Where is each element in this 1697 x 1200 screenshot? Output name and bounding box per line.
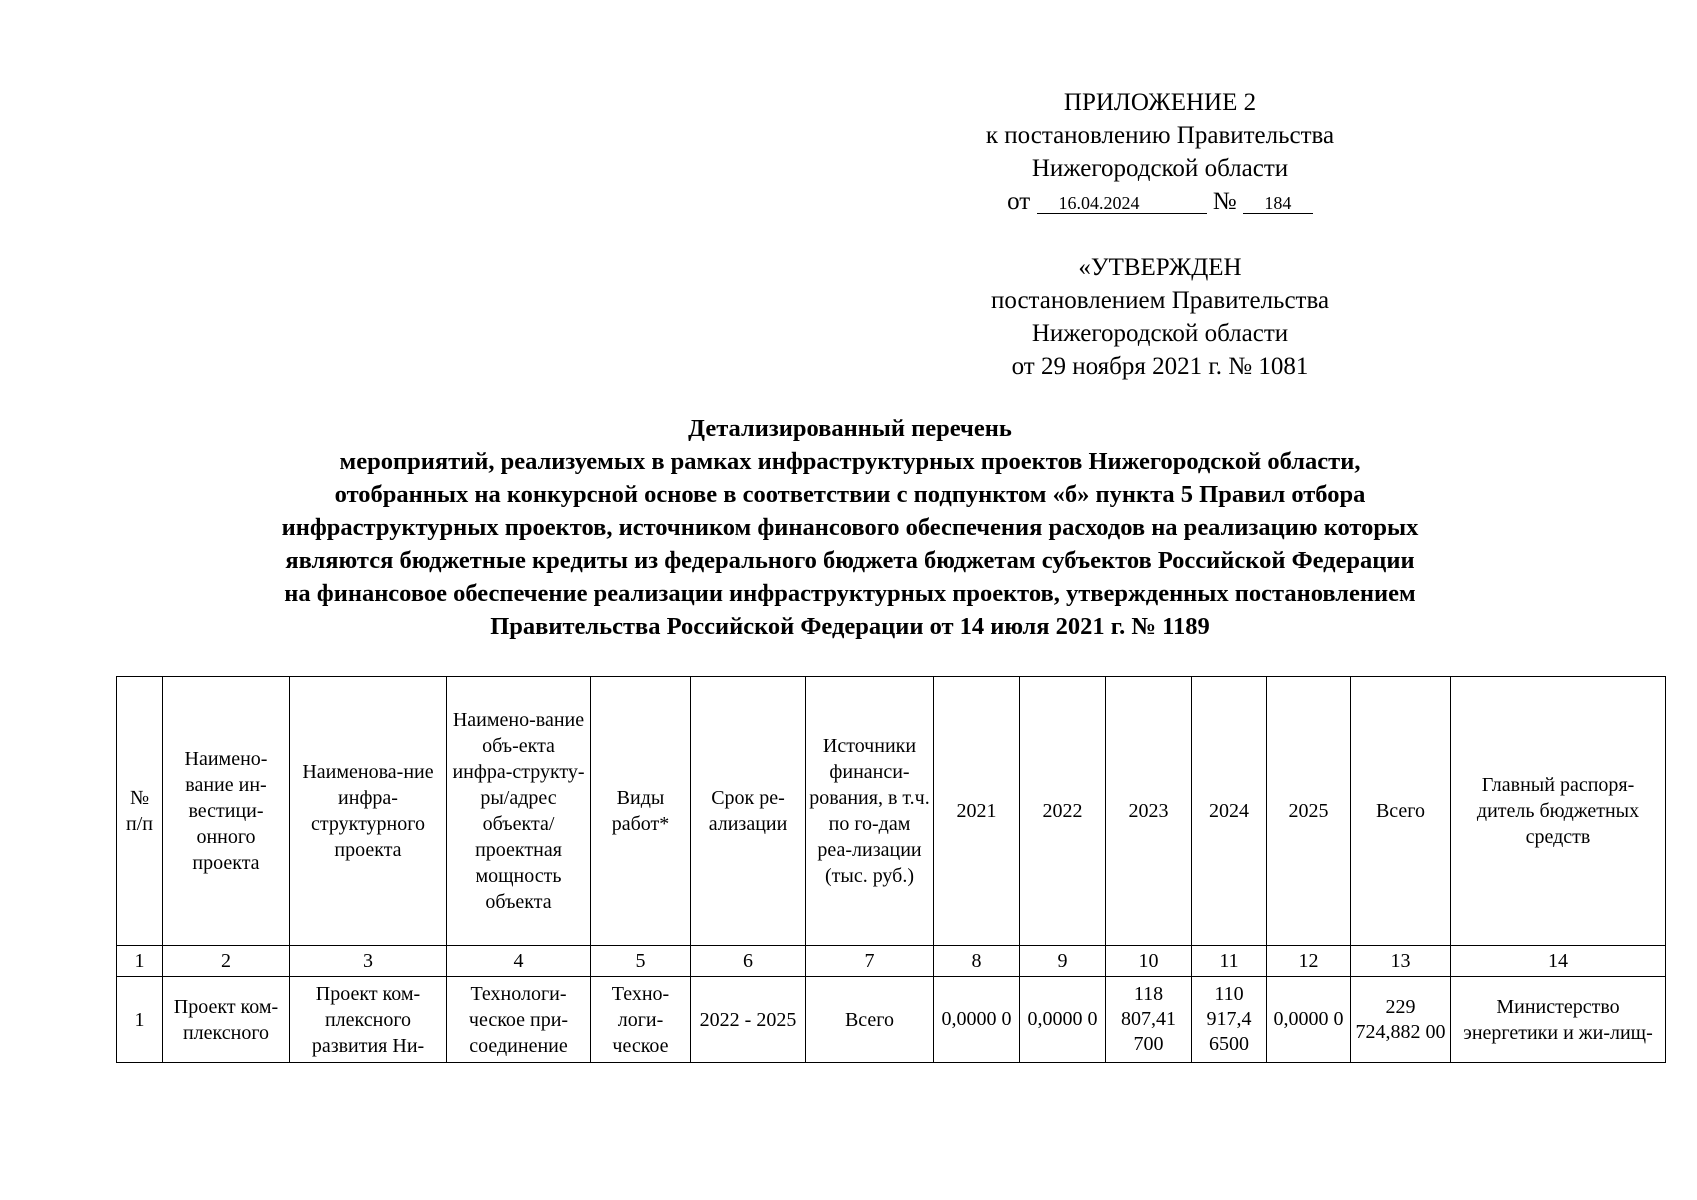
header-cell: 2024 bbox=[1192, 677, 1267, 946]
approved-line-1: «УТВЕРЖДЕН bbox=[1078, 254, 1242, 281]
number-field: 184 bbox=[1243, 193, 1313, 214]
from-label: от bbox=[1007, 188, 1031, 215]
approved-line-4: от 29 ноября 2021 г. № 1081 bbox=[1011, 353, 1309, 380]
table-cell: 229 724,882 00 bbox=[1351, 977, 1451, 1063]
table-cell: Проект ком-плексного bbox=[163, 977, 290, 1063]
measures-table bbox=[116, 676, 1666, 1063]
table-cell: Техно-логи-ческое bbox=[591, 977, 691, 1063]
table-cell: Технологи-ческое при-соединение bbox=[447, 977, 591, 1063]
table-cell: 110 917,4 6500 bbox=[1192, 977, 1267, 1063]
column-number-cell: 13 bbox=[1351, 946, 1451, 977]
table-cell: 118 807,41 700 bbox=[1106, 977, 1192, 1063]
column-number-cell: 8 bbox=[934, 946, 1020, 977]
date-field: 16.04.2024 bbox=[1037, 193, 1207, 214]
title-line: Детализированный перечень bbox=[688, 415, 1012, 442]
title-line: отобранных на конкурсной основе в соответствии с подпунктом «б» пункта 5 Правил отбора bbox=[334, 481, 1366, 508]
header-cell: Главный распоря-дитель бюджетных средств bbox=[1451, 677, 1666, 946]
table-cell: 0,0000 0 bbox=[934, 977, 1020, 1063]
title-line: являются бюджетные кредиты из федерального бюджета бюджетам субъектов Российской Федерации bbox=[285, 547, 1415, 574]
appendix-block bbox=[920, 86, 1400, 218]
header-cell: № п/п bbox=[117, 677, 163, 946]
approved-line-2: постановлением Правительства bbox=[990, 287, 1330, 314]
header-cell: Наимено-вание объ-екта инфра-структу-ры/адрес объекта/ проектная мощность объекта bbox=[447, 677, 591, 946]
header-cell: Наименова-ние инфра-структурного проекта bbox=[290, 677, 447, 946]
header-cell: Виды работ* bbox=[591, 677, 691, 946]
header-cell: Всего bbox=[1351, 677, 1451, 946]
appendix-line-2: Нижегородской области bbox=[1031, 155, 1289, 182]
column-number-row bbox=[117, 946, 1666, 977]
title-line: мероприятий, реализуемых в рамках инфраструктурных проектов Нижегородской области, bbox=[339, 448, 1361, 475]
column-number-cell: 9 bbox=[1020, 946, 1106, 977]
column-number-cell: 4 bbox=[447, 946, 591, 977]
header-cell: 2021 bbox=[934, 677, 1020, 946]
column-number-cell: 2 bbox=[163, 946, 290, 977]
appendix-date-line bbox=[920, 185, 1400, 218]
table-header-row bbox=[117, 677, 1666, 946]
table-cell: Министерство энергетики и жи-лищ- bbox=[1451, 977, 1666, 1063]
header-cell: 2025 bbox=[1267, 677, 1351, 946]
column-number-cell: 7 bbox=[806, 946, 934, 977]
table-row bbox=[117, 977, 1666, 1063]
header-cell: Срок ре-ализации bbox=[691, 677, 806, 946]
table-cell: Проект ком-плексного развития Ни- bbox=[290, 977, 447, 1063]
header-cell: Наимено-вание ин-вестици-онного проекта bbox=[163, 677, 290, 946]
header-cell: Источники финанси-рования, в т.ч. по го-дам реа-лизации (тыс. руб.) bbox=[806, 677, 934, 946]
table-cell: 1 bbox=[117, 977, 163, 1063]
column-number-cell: 11 bbox=[1192, 946, 1267, 977]
table-cell: 2022 - 2025 bbox=[691, 977, 806, 1063]
column-number-cell: 1 bbox=[117, 946, 163, 977]
number-label: № bbox=[1212, 188, 1237, 215]
document-title bbox=[120, 412, 1580, 643]
table-cell: 0,0000 0 bbox=[1020, 977, 1106, 1063]
header-cell: 2023 bbox=[1106, 677, 1192, 946]
title-line: Правительства Российской Федерации от 14 июля 2021 г. № 1189 bbox=[490, 613, 1210, 640]
appendix-line-1: к постановлению Правительства bbox=[985, 122, 1335, 149]
column-number-cell: 3 bbox=[290, 946, 447, 977]
column-number-cell: 10 bbox=[1106, 946, 1192, 977]
table-cell: Всего bbox=[806, 977, 934, 1063]
header-cell: 2022 bbox=[1020, 677, 1106, 946]
column-number-cell: 12 bbox=[1267, 946, 1351, 977]
approved-line-3: Нижегородской области bbox=[1031, 320, 1289, 347]
column-number-cell: 5 bbox=[591, 946, 691, 977]
column-number-cell: 14 bbox=[1451, 946, 1666, 977]
title-line: на финансовое обеспечение реализации инфраструктурных проектов, утвержденных постановлением bbox=[284, 580, 1416, 607]
column-number-cell: 6 bbox=[691, 946, 806, 977]
title-line: инфраструктурных проектов, источником финансового обеспечения расходов на реализацию которых bbox=[281, 514, 1419, 541]
table-cell: 0,0000 0 bbox=[1267, 977, 1351, 1063]
approved-block bbox=[920, 251, 1400, 383]
appendix-title: ПРИЛОЖЕНИЕ 2 bbox=[1063, 89, 1257, 116]
